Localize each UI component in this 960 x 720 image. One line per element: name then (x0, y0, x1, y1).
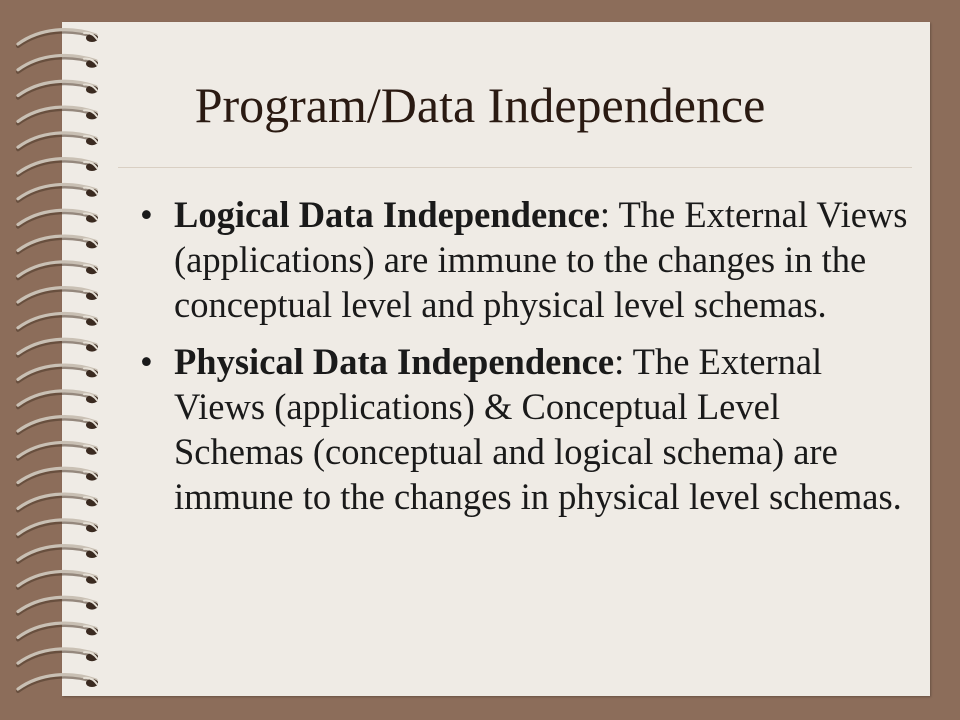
spiral-ring (18, 468, 98, 484)
title-divider (118, 167, 912, 168)
bullet-term: Physical Data Independence (174, 341, 615, 382)
spiral-ring (18, 597, 98, 613)
spiral-ring (18, 262, 98, 278)
spiral-ring (18, 675, 98, 691)
bullet-text: : The External Views (applications) are immune to the changes in the conceptual level and physical level schemas. (174, 194, 908, 325)
bullet-item-logical (140, 192, 910, 327)
spiral-ring (18, 520, 98, 536)
spiral-ring (18, 30, 98, 46)
spiral-ring (18, 159, 98, 175)
spiral-ring (18, 133, 98, 149)
bullet-term: Logical Data Independence (174, 194, 600, 235)
spiral-ring (18, 210, 98, 226)
bullet-text: : The External Views (applications) & Conceptual Level Schemas (conceptual and logical schema) are immune to the changes in physical level schemas. (174, 341, 902, 517)
bullet-dot-icon: • (140, 341, 153, 382)
spiral-ring (18, 623, 98, 639)
spiral-ring (18, 339, 98, 355)
spiral-ring (18, 391, 98, 407)
spiral-ring (18, 365, 98, 381)
spiral-ring (18, 417, 98, 433)
bullet-dot-icon: • (140, 194, 153, 235)
spiral-ring (18, 55, 98, 71)
spiral-ring (18, 236, 98, 252)
bullet-list (140, 192, 910, 531)
bullet-item-physical (140, 339, 910, 519)
spiral-ring (18, 546, 98, 562)
spiral-ring (18, 571, 98, 587)
slide-title: Program/Data Independence (194, 77, 766, 133)
spiral-ring (18, 184, 98, 200)
spiral-ring (18, 288, 98, 304)
spiral-ring (18, 313, 98, 329)
spiral-ring (18, 649, 98, 665)
spiral-ring (18, 442, 98, 458)
spiral-ring (18, 494, 98, 510)
